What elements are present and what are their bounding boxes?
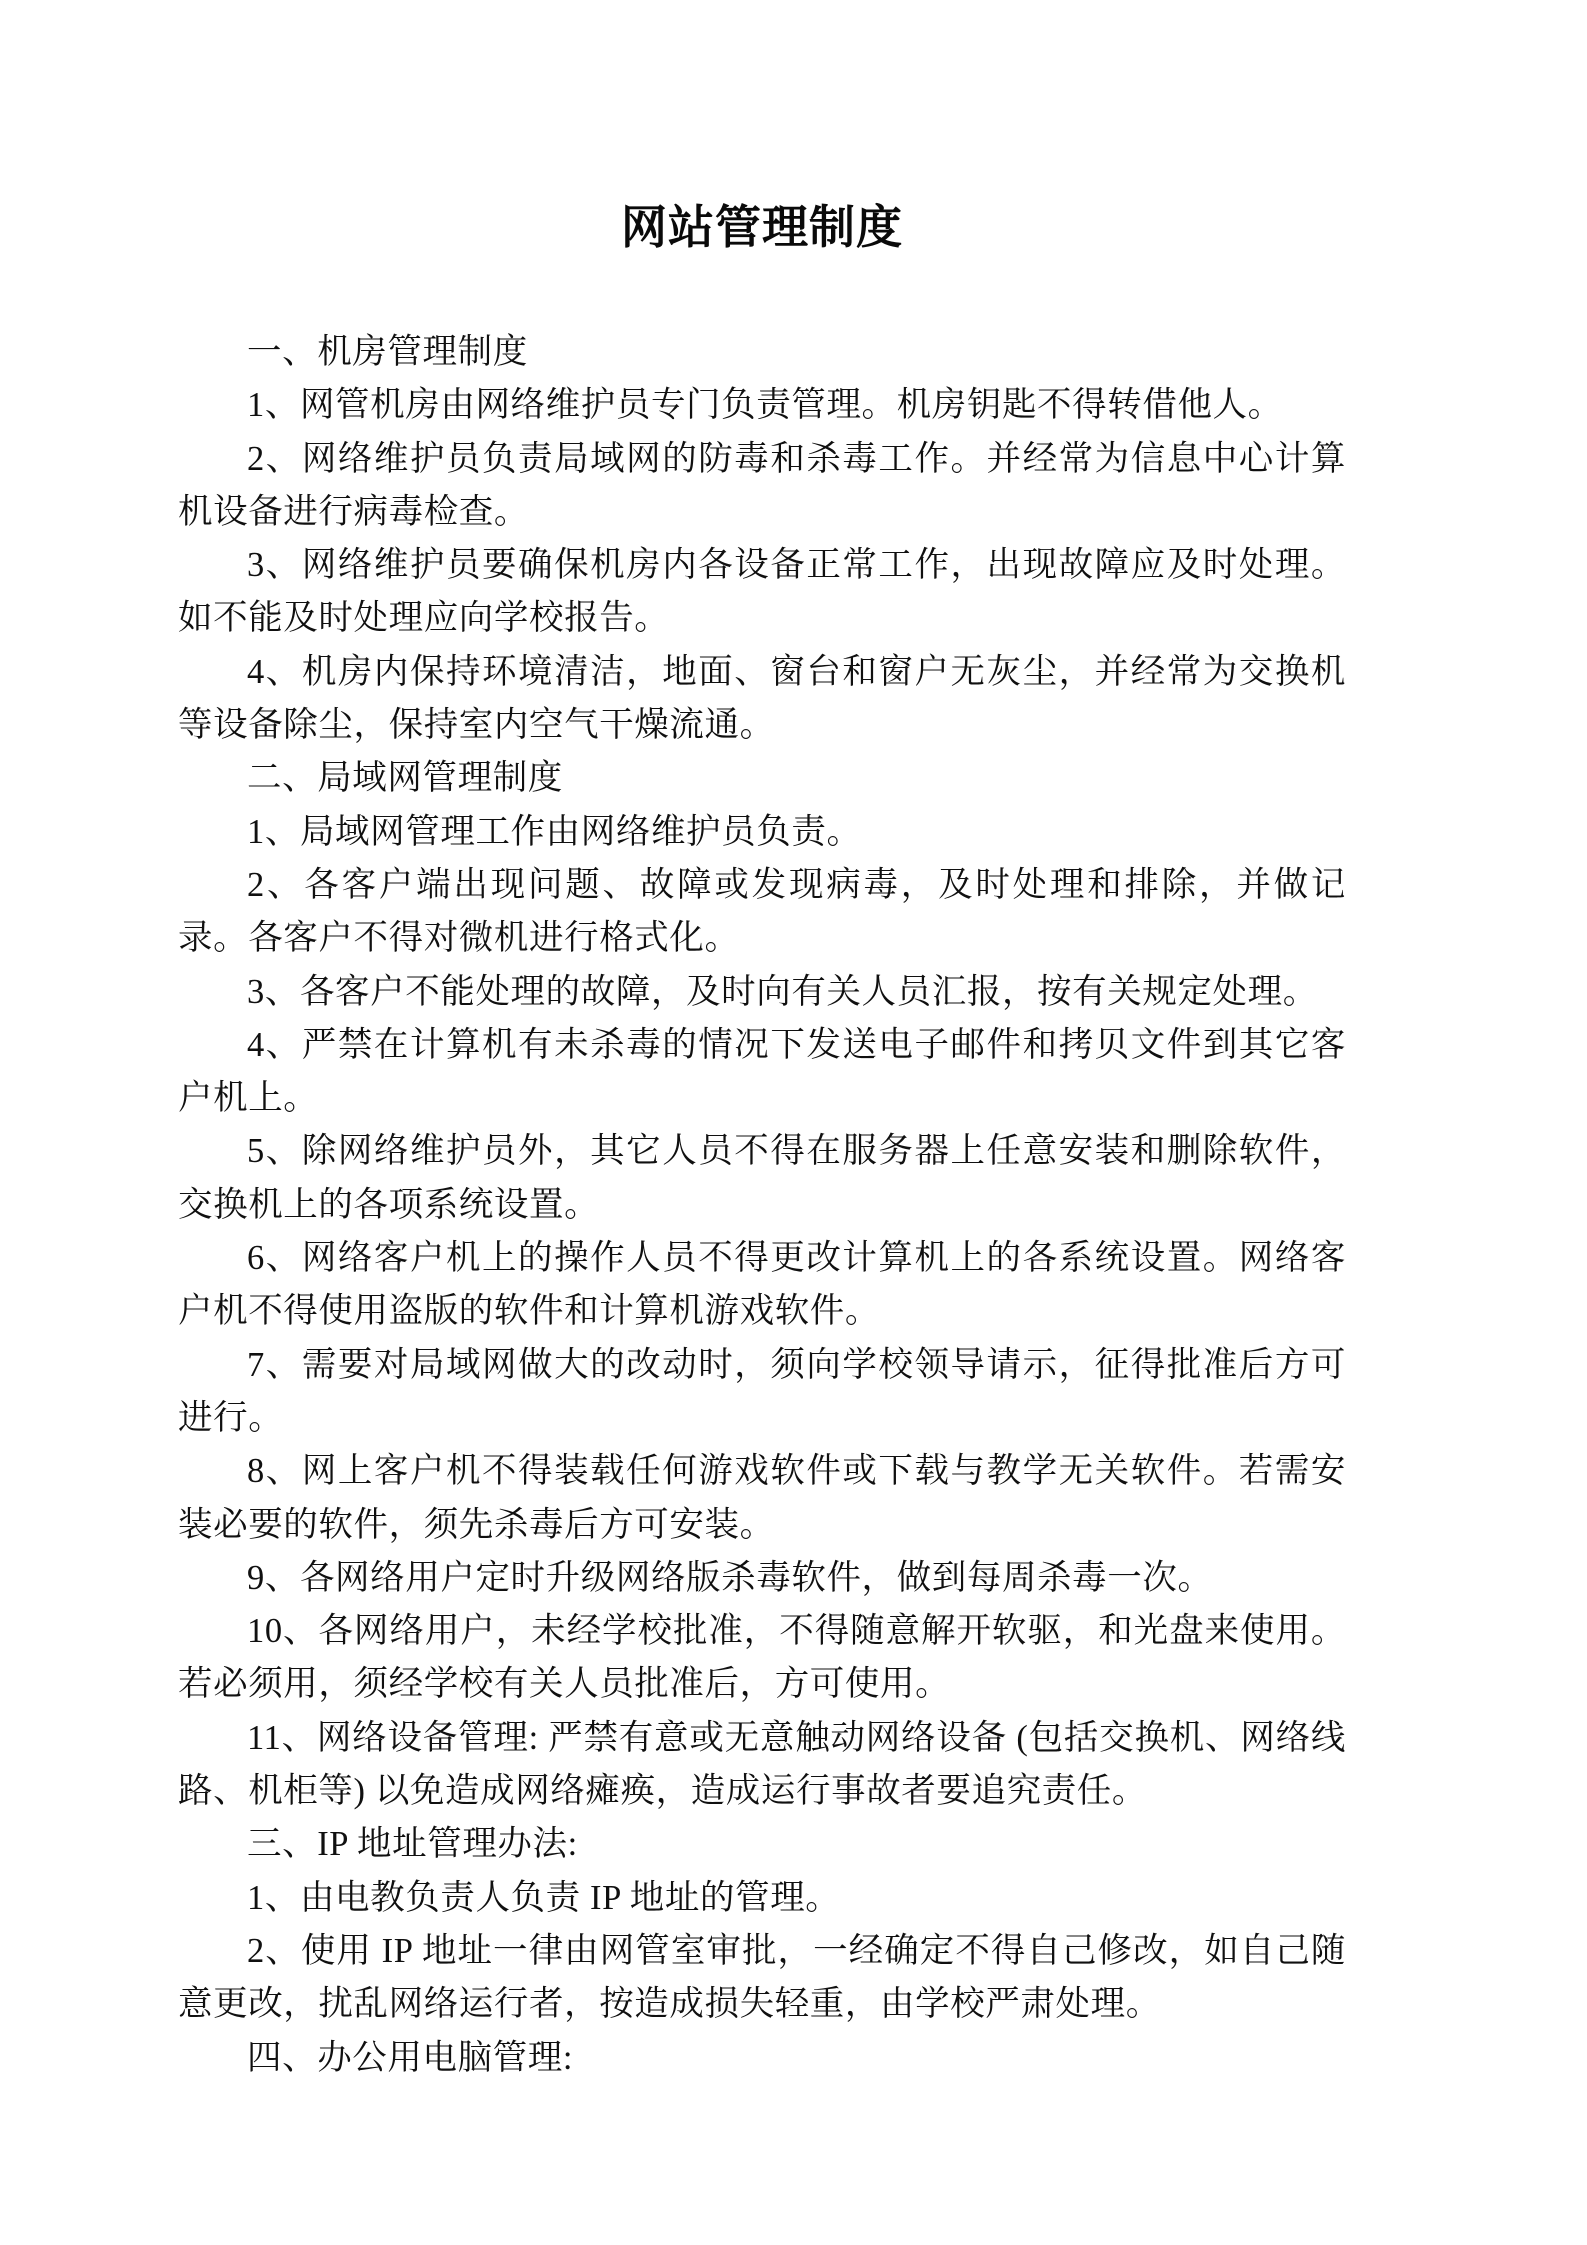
section-heading-4: 四、办公用电脑管理: xyxy=(247,2038,574,2077)
section-2-item-10: 10、各网络用户，未经学校批准，不得随意解开软驱，和光盘来使用。若必须用，须经学校有关人员批准后，方可使用。 xyxy=(178,1612,1346,1704)
section-2-item-3: 3、各客户不能处理的故障，及时向有关人员汇报，按有关规定处理。 xyxy=(247,972,1318,1011)
section-2-item-7: 7、需要对局域网做大的改动时，须向学校领导请示，征得批准后方可进行。 xyxy=(178,1345,1346,1437)
section-2-item-1: 1、局域网管理工作由网络维护员负责。 xyxy=(247,812,862,851)
section-heading-3: 三、IP 地址管理办法: xyxy=(247,1825,578,1864)
section-2-item-5: 5、除网络维护员外，其它人员不得在服务器上任意安装和删除软件，交换机上的各项系统设置。 xyxy=(178,1132,1346,1224)
page-title: 网站管理制度 xyxy=(621,200,903,254)
section-2-item-6: 6、网络客户机上的操作人员不得更改计算机上的各系统设置。网络客户机不得使用盗版的软件和计算机游戏软件。 xyxy=(178,1239,1346,1331)
section-heading-2: 二、局域网管理制度 xyxy=(247,759,563,798)
document-body xyxy=(178,326,1346,2085)
section-3-item-1: 1、由电教负责人负责 IP 地址的管理。 xyxy=(247,1878,841,1917)
section-3-item-2: 2、使用 IP 地址一律由网管室审批，一经确定不得自己修改，如自己随意更改，扰乱网络运行者，按造成损失轻重，由学校严肃处理。 xyxy=(178,1931,1346,2024)
section-1-item-1: 1、网管机房由网络维护员专门负责管理。机房钥匙不得转借他人。 xyxy=(247,386,1283,425)
section-heading-1: 一、机房管理制度 xyxy=(247,333,528,371)
section-1-item-4: 4、机房内保持环境清洁，地面、窗台和窗户无灰尘，并经常为交换机等设备除尘，保持室内空气干燥流通。 xyxy=(178,652,1346,745)
section-1-item-2: 2、网络维护员负责局域网的防毒和杀毒工作。并经常为信息中心计算机设备进行病毒检查。 xyxy=(178,439,1346,531)
section-2-item-9: 9、各网络用户定时升级网络版杀毒软件，做到每周杀毒一次。 xyxy=(247,1558,1213,1597)
section-2-item-4: 4、严禁在计算机有未杀毒的情况下发送电子邮件和拷贝文件到其它客户机上。 xyxy=(178,1025,1346,1118)
section-2-item-2: 2、各客户端出现问题、故障或发现病毒，及时处理和排除，并做记录。各客户不得对微机进行格式化。 xyxy=(178,865,1346,958)
page-content-area xyxy=(178,0,1346,2085)
section-1-item-3: 3、网络维护员要确保机房内各设备正常工作，出现故障应及时处理。如不能及时处理应向学校报告。 xyxy=(178,546,1346,638)
section-2-item-11: 11、网络设备管理: 严禁有意或无意触动网络设备 (包括交换机、网络线路、机柜等) 以免造成网络瘫痪，造成运行事故者要追究责任。 xyxy=(178,1718,1346,1811)
section-2-item-8: 8、网上客户机不得装载任何游戏软件或下载与教学无关软件。若需安装必要的软件，须先杀毒后方可安装。 xyxy=(178,1452,1346,1544)
